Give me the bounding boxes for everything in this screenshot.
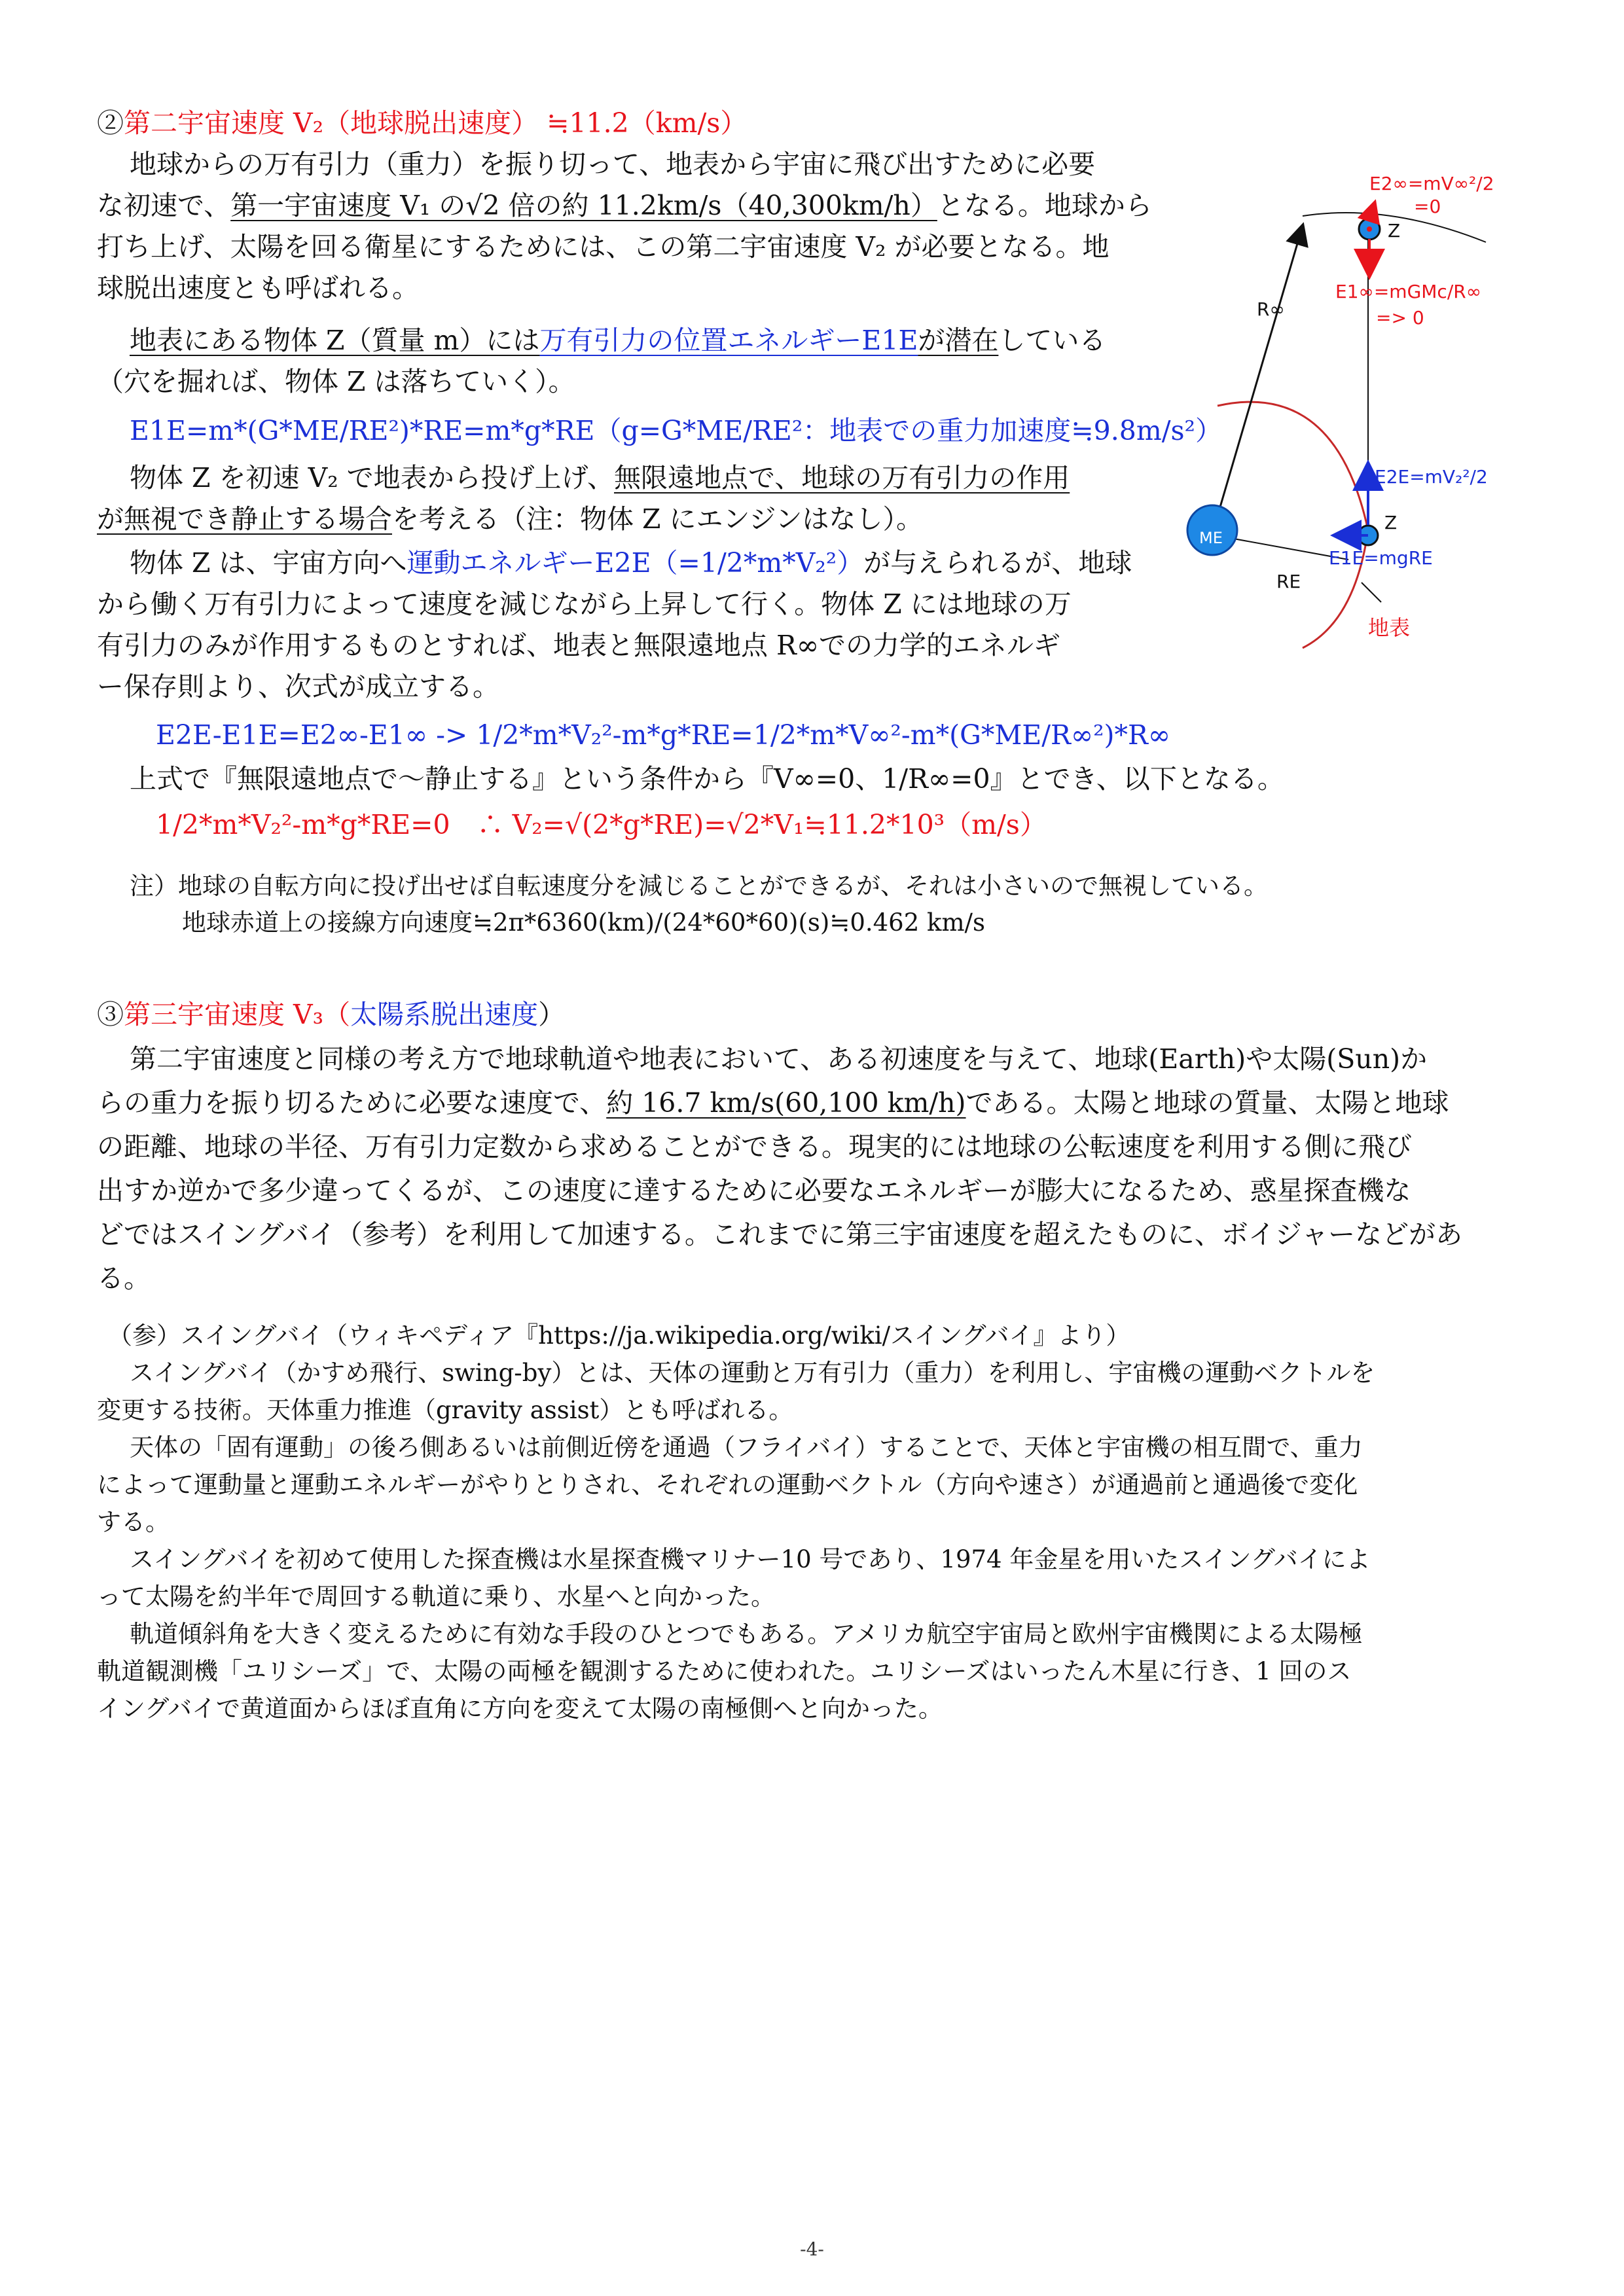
e2-infinity-label: E2∞=mV∞²/2 [1369,173,1494,194]
reference-line: スイングバイ（かすめ飛行、swing-by）とは、天体の運動と万有引力（重力）を利用し、宇宙機の運動ベクトルを [130,1359,1375,1387]
section2-title: 第二宇宙速度 V₂（地球脱出速度） [124,107,539,139]
circle-number-3: ③ [97,999,124,1030]
paragraph-line: 上式で『無限遠地点で〜静止する』という条件から『V∞=0、1/R∞=0』とでき、以下となる。 [130,763,1284,795]
e2-infinity-zero-label: =0 [1414,196,1441,217]
section2-heading [97,103,747,143]
underlined-text: 約 16.7 km/s(60,100 km/h) [606,1087,966,1119]
r-infinity-label: R∞ [1257,298,1285,320]
reference-heading: （参）スイングバイ（ウィキペディア『https://ja.wikipedia.org/wiki/スイングバイ』より） [108,1321,1130,1350]
reference-line: 軌道観測機「ユリシーズ」で、太陽の両極を観測するために使われた。ユリシーズはいったん木星に行き、1 回のス [97,1657,1352,1685]
reference-line: 軌道傾斜角を大きく変えるために有効な手段のひとつでもある。アメリカ航空宇宙局と欧州宇宙機関による太陽極 [130,1620,1363,1648]
paragraph-line: らの重力を振り切るために必要な速度で、約 16.7 km/s(60,100 km/h)である。太陽と地球の質量、太陽と地球 [97,1087,1449,1119]
reference-line: イングバイで黄道面からほぼ直角に方向を変えて太陽の南極側へと向かった。 [97,1695,943,1723]
paragraph-line: から働く万有引力によって速度を減じながら上昇して行く。物体 Z には地球の万 [97,588,1072,620]
r-infinity-arrow [1216,226,1303,520]
reference-line: によって運動量と運動エネルギーがやりとりされ、それぞれの運動ベクトル（方向や速さ）が通過前と通過後で変化 [97,1471,1358,1499]
section3-title: 第三宇宙速度 V₃（ [124,999,351,1030]
surface-pointer-line [1362,583,1381,602]
re-label: RE [1276,571,1301,592]
section3-title-blue: 太陽系脱出速度 [350,999,539,1030]
section2-title-value: ≒11.2（km/s） [538,107,748,139]
note-line: 注）地球の自転方向に投げ出せば自転速度分を減じることができるが、それは小さいので無視している。 [130,872,1268,900]
circle-number-2: ② [97,107,124,139]
top-up-arrow [1369,203,1375,219]
page-number: -4- [800,2238,824,2260]
diagram-svg [1172,164,1538,661]
note-line: 地球赤道上の接線方向速度≒2π*6360(km)/(24*60*60)(s)≒0.462 km/s [182,908,985,937]
reference-line: する。 [97,1508,170,1536]
me-label: ME [1199,529,1223,547]
escape-velocity-diagram [1172,164,1538,661]
underlined-text: 第一宇宙速度 V₁ の√2 倍の約 11.2km/s（40,300km/h） [230,190,937,221]
reference-line: スイングバイを初めて使用した探査機は水星探査機マリナー10 号であり、1974 年金星を用いたスイングバイによ [130,1545,1371,1573]
paragraph-line: 球脱出速度とも呼ばれる。 [97,272,419,304]
paragraph-line: が無視でき静止する場合を考える（注：物体 Z にエンジンはなし）。 [97,503,924,535]
paragraph-line: 打ち上げ、太陽を回る衛星にするためには、この第二宇宙速度 V₂ が必要となる。地 [97,231,1110,262]
paragraph-line: 有引力のみが作用するものとすれば、地表と無限遠地点 R∞での力学的エネルギ [97,630,1061,661]
equation-1: E1E=m*(G*ME/RE²)*RE=m*g*RE（g=G*ME/RE²：地表での重力加速度≒9.8m/s²） [130,415,1222,446]
section3-heading: ③第三宇宙速度 V₃（太陽系脱出速度） [97,999,566,1030]
paragraph-line: な初速で、第一宇宙速度 V₁ の√2 倍の約 11.2km/s（40,300km/h）となる。地球から [97,190,1152,221]
paragraph-line: （穴を掘れば、物体 Z は落ちていく）。 [97,366,575,397]
equation-3: 1/2*m*V₂²-m*g*RE=0 ∴ V₂=√(2*g*RE)=√2*V₁≒11.2*10³（m/s） [156,809,1047,840]
paragraph-line: 物体 Z を初速 V₂ で地表から投げ上げ、無限遠地点で、地球の万有引力の作用 [130,462,1070,493]
paragraph-line: どではスイングバイ（参考）を利用して加速する。これまでに第三宇宙速度を超えたものに、ボイジャーなどがあ [97,1219,1463,1250]
reference-line: 天体の「固有運動」の後ろ側あるいは前側近傍を通過（フライバイ）することで、天体と宇宙機の相互間で、重力 [130,1433,1363,1462]
paragraph-line: ー保存則より、次式が成立する。 [97,671,499,702]
e1-infinity-label: E1∞=mGMc/R∞ [1335,281,1482,302]
object-z-top-dot [1367,226,1372,232]
reference-line: 変更する技術。天体重力推進（gravity assist）とも呼ばれる。 [97,1396,793,1424]
e2e-label: E2E=mV₂²/2 [1375,466,1488,488]
e1e-label: E1E=mgRE [1329,547,1433,569]
z-bottom-label: Z [1384,512,1398,533]
z-top-label: Z [1388,220,1401,242]
paragraph-line: の距離、地球の半径、万有引力定数から求めることができる。現実的には地球の公転速度を利用する側に飛び [97,1131,1412,1162]
reference-line: って太陽を約半年で周回する軌道に乗り、水星へと向かった。 [97,1583,775,1611]
paragraph-line: る。 [97,1263,151,1294]
kinetic-energy-text: 運動エネルギーE2E（=1/2*m*V₂²） [406,547,864,579]
potential-energy-text: 万有引力の位置エネルギーE1E [539,325,918,356]
equation-2: E2E-E1E=E2∞-E1∞ -> 1/2*m*V₂²-m*g*RE=1/2*m*V∞²-m*(G*ME/R∞²)*R∞ [156,719,1171,751]
paragraph-line: 物体 Z は、宇宙方向へ運動エネルギーE2E（=1/2*m*V₂²）が与えられるが、地球 [130,547,1132,579]
paragraph-line: 地球からの万有引力（重力）を振り切って、地表から宇宙に飛び出すために必要 [130,149,1096,180]
paragraph-line: 出すか逆かで多少違ってくるが、この速度に達するために必要なエネルギーが膨大になるため、惑星探査機な [97,1175,1411,1206]
paragraph-line: 第二宇宙速度と同様の考え方で地球軌道や地表において、ある初速度を与えて、地球(Earth)や太陽(Sun)か [130,1043,1428,1075]
e1-infinity-zero-label: => 0 [1376,307,1424,329]
surface-label: 地表 [1368,615,1411,640]
paragraph-line: 地表にある物体 Z（質量 m）には万有引力の位置エネルギーE1Eが潜在している [130,325,1106,356]
